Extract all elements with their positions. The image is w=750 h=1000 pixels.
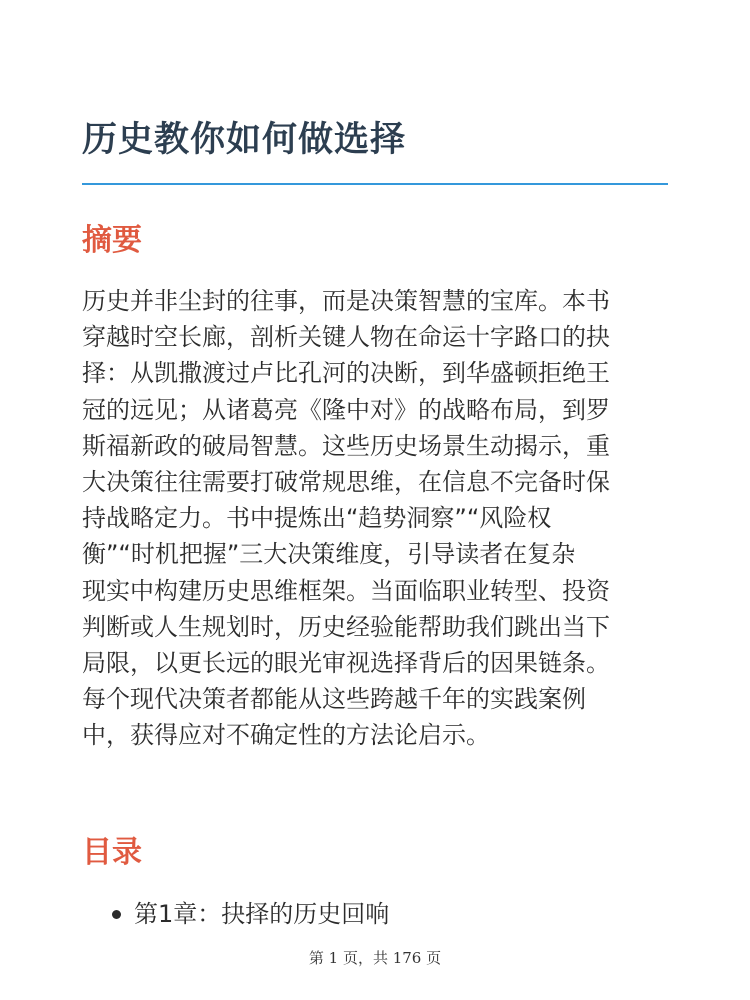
abstract-line: 持战略定力。书中提炼出“趋势洞察”“风险权: [82, 504, 552, 533]
abstract-line: 穿越时空长廊，剖析关键人物在命运十字路口的抉: [82, 323, 610, 352]
toc-heading: 目录: [82, 835, 142, 870]
abstract-line: 现实中构建历史思维框架。当面临职业转型、投资: [82, 576, 610, 605]
abstract-line: 冠的远见；从诸葛亮《隆中对》的战略布局，到罗: [82, 395, 610, 424]
toc-item-label: 第1章：抉择的历史回响: [134, 900, 390, 928]
abstract-line: 择：从凯撒渡过卢比孔河的决断，到华盛顿拒绝王: [82, 359, 610, 388]
abstract-line: 局限，以更长远的眼光审视选择背后的因果链条。: [82, 649, 610, 678]
toc-item-chapter-1[interactable]: [82, 896, 389, 932]
abstract-paragraph: [82, 283, 668, 754]
abstract-heading: 摘要: [82, 223, 142, 258]
page-number: 第 1 页，共 176 页: [308, 949, 442, 967]
abstract-line: 斯福新政的破局智慧。这些历史场景生动揭示，重: [82, 431, 610, 460]
abstract-line: 每个现代决策者都能从这些跨越千年的实践案例: [82, 685, 586, 714]
abstract-line: 衡”“时机把握”三大决策维度，引导读者在复杂: [82, 540, 576, 569]
book-title: 历史教你如何做选择: [82, 120, 407, 160]
toc-list: [82, 896, 389, 932]
abstract-line: 中，获得应对不确定性的方法论启示。: [82, 721, 490, 750]
title-divider: [82, 183, 668, 185]
abstract-line: 大决策往往需要打破常规思维，在信息不完备时保: [82, 468, 610, 497]
bullet-icon: [112, 910, 121, 919]
abstract-line: 判断或人生规划时，历史经验能帮助我们跳出当下: [82, 612, 610, 641]
abstract-line: 历史并非尘封的往事，而是决策智慧的宝库。本书: [82, 287, 610, 315]
